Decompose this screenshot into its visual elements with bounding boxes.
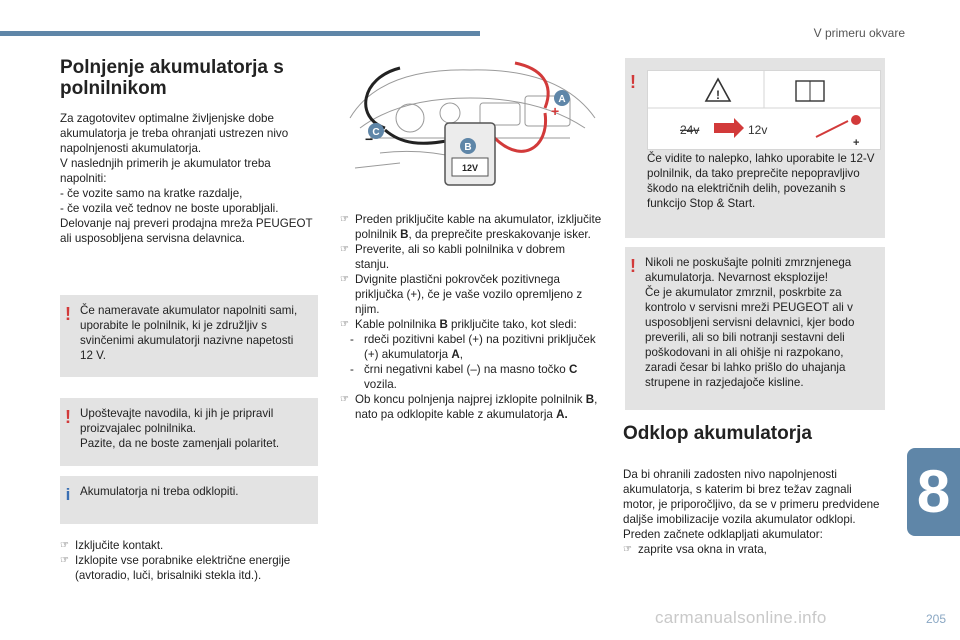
section-heading-disconnect: Odklop akumulatorja <box>623 423 812 444</box>
list-item: ☞ Izključite kontakt. <box>60 539 164 552</box>
charger-clamp-icon <box>816 121 848 137</box>
info-text: Akumulatorja ni treba odklopiti. <box>80 485 239 498</box>
warning-text: Če nameravate akumulator napolniti sami, uporabite le polnilnik, ki je združljiv s svinčenimi akumulatorji nazivne napetosti 12 V. <box>80 304 298 362</box>
arrow-bullet-icon: ☞ <box>340 244 349 255</box>
arrow-bullet-icon: ☞ <box>340 214 349 225</box>
warning-text: Nikoli ne poskušajte polniti zmrznjenega akumulatorja. Nevarnost eksplozije! Če je akumulator zmrznil, poskrbite za kontrolo v servisni mreži PEUGEOT ali v usposobljeni servisni delavnici, kjer bodo preverili, ali so bili notranji sestavni deli poškodovani in ali ohišje ni razpokano, zaradi česar bi lahko prišlo do uhajanja strupene in razjedajoče kisline. <box>645 256 855 389</box>
voltage-label: 12V <box>461 163 479 173</box>
list-item: ☞ Preverite, ali so kabli polnilnika v dobrem stanju. <box>340 243 566 271</box>
section-heading: Polnjenje akumulatorja s polnilnikom <box>60 57 284 99</box>
arrow-bullet-icon: ☞ <box>623 544 632 555</box>
svg-text:!: ! <box>716 88 720 102</box>
sticker-explanation: Če vidite to nalepko, lahko uporabite le 12-V polnilnik, da tako preprečite nepopravljivo škodo na električnih delih, povezanih s funkcijo Stop & Start. <box>647 152 875 210</box>
warning-icon: ! <box>65 407 71 427</box>
charging-steps <box>340 212 602 422</box>
page-number: 205 <box>925 612 946 626</box>
disconnect-paragraph: Da bi ohranili zadosten nivo napolnjenosti akumulatorja, s katerim bi brez težav zagnali motor, je priporočljivo, da se v primeru predvidene daljše imobilizacije vozila akumulator odklopi. Preden začnete odklapljati akumulator: <box>623 468 880 541</box>
warning-box-polarity <box>60 398 318 466</box>
warning-icon: ! <box>630 72 636 92</box>
section-title: V primeru okvare <box>813 26 905 40</box>
info-box <box>60 476 318 524</box>
arrow-right-icon <box>714 118 744 138</box>
stop-start-sticker <box>647 70 881 150</box>
warning-icon: ! <box>65 304 71 324</box>
header-bar <box>0 31 480 36</box>
sticker-graphic <box>648 71 880 149</box>
info-icon: i <box>65 485 71 504</box>
list-item: ☞ zaprite vsa okna in vrata, <box>623 543 767 556</box>
svg-text:24v: 24v <box>680 123 700 137</box>
warning-icon: ! <box>630 256 636 276</box>
chapter-tab: 8 <box>907 448 960 536</box>
left-bullets <box>60 538 318 583</box>
list-item: ☞ Dvignite plastični pokrovček pozitivnega priključka (+), če je vaše vozilo opremljeno z njim. <box>340 273 583 316</box>
svg-text:A: A <box>558 94 566 105</box>
warning-text: Upoštevajte navodila, ki jih je pripravil proizvajalec polnilnika. Pazite, da ne boste zamenjali polaritet. <box>80 407 280 450</box>
svg-text:12v: 12v <box>748 123 768 137</box>
warning-box-charger <box>60 295 318 377</box>
svg-text:B: B <box>464 142 472 153</box>
sub-list-item: - črni negativni kabel (–) na masno točko C vozila. <box>350 363 578 391</box>
right-column <box>623 467 883 557</box>
arrow-bullet-icon: ☞ <box>60 555 69 566</box>
warning-box-frozen <box>625 247 885 410</box>
list-item: ☞ Ob koncu polnjenja najprej izklopite polnilnik B, nato pa odklopite kable z akumulatorja A. <box>340 393 598 421</box>
svg-text:+: + <box>853 137 860 149</box>
list-item: ☞ Preden priključite kable na akumulator, izključite polnilnik B, da preprečite preskakovanje isker. <box>340 213 602 241</box>
arrow-bullet-icon: ☞ <box>340 274 349 285</box>
arrow-bullet-icon: ☞ <box>340 394 349 405</box>
sub-list-item: - rdeči pozitivni kabel (+) na pozitivni priključek (+) akumulatorja A, <box>350 333 596 361</box>
minus-icon: − <box>365 131 374 147</box>
sticker-warning-box <box>625 58 885 238</box>
left-column <box>60 57 318 246</box>
arrow-bullet-icon: ☞ <box>340 319 349 330</box>
intro-paragraph: Za zagotovitev optimalne življenjske dobe akumulatorja je treba ohranjati ustrezen nivo napolnjenosti akumulatorja. V naslednjih primerih je akumulator treba napolniti: - če vozite samo na kratke razdalje, - če vozila več tednov ne boste uporabljali. Delovanje naj preveri prodajna mreža PEUGEOT ali usposobljena servisna delavnica. <box>60 112 313 245</box>
engine-charging-illustration <box>340 58 602 190</box>
list-item: ☞ Izklopite vse porabnike električne energije (avtoradio, luči, brisalniki stekla itd.). <box>60 554 291 582</box>
list-item: ☞ Kable polnilnika B priključite tako, kot sledi: <box>340 318 577 331</box>
plus-icon: + <box>551 103 560 119</box>
svg-text:C: C <box>372 127 380 138</box>
watermark: carmanualsonline.info <box>655 608 827 627</box>
arrow-bullet-icon: ☞ <box>60 540 69 551</box>
